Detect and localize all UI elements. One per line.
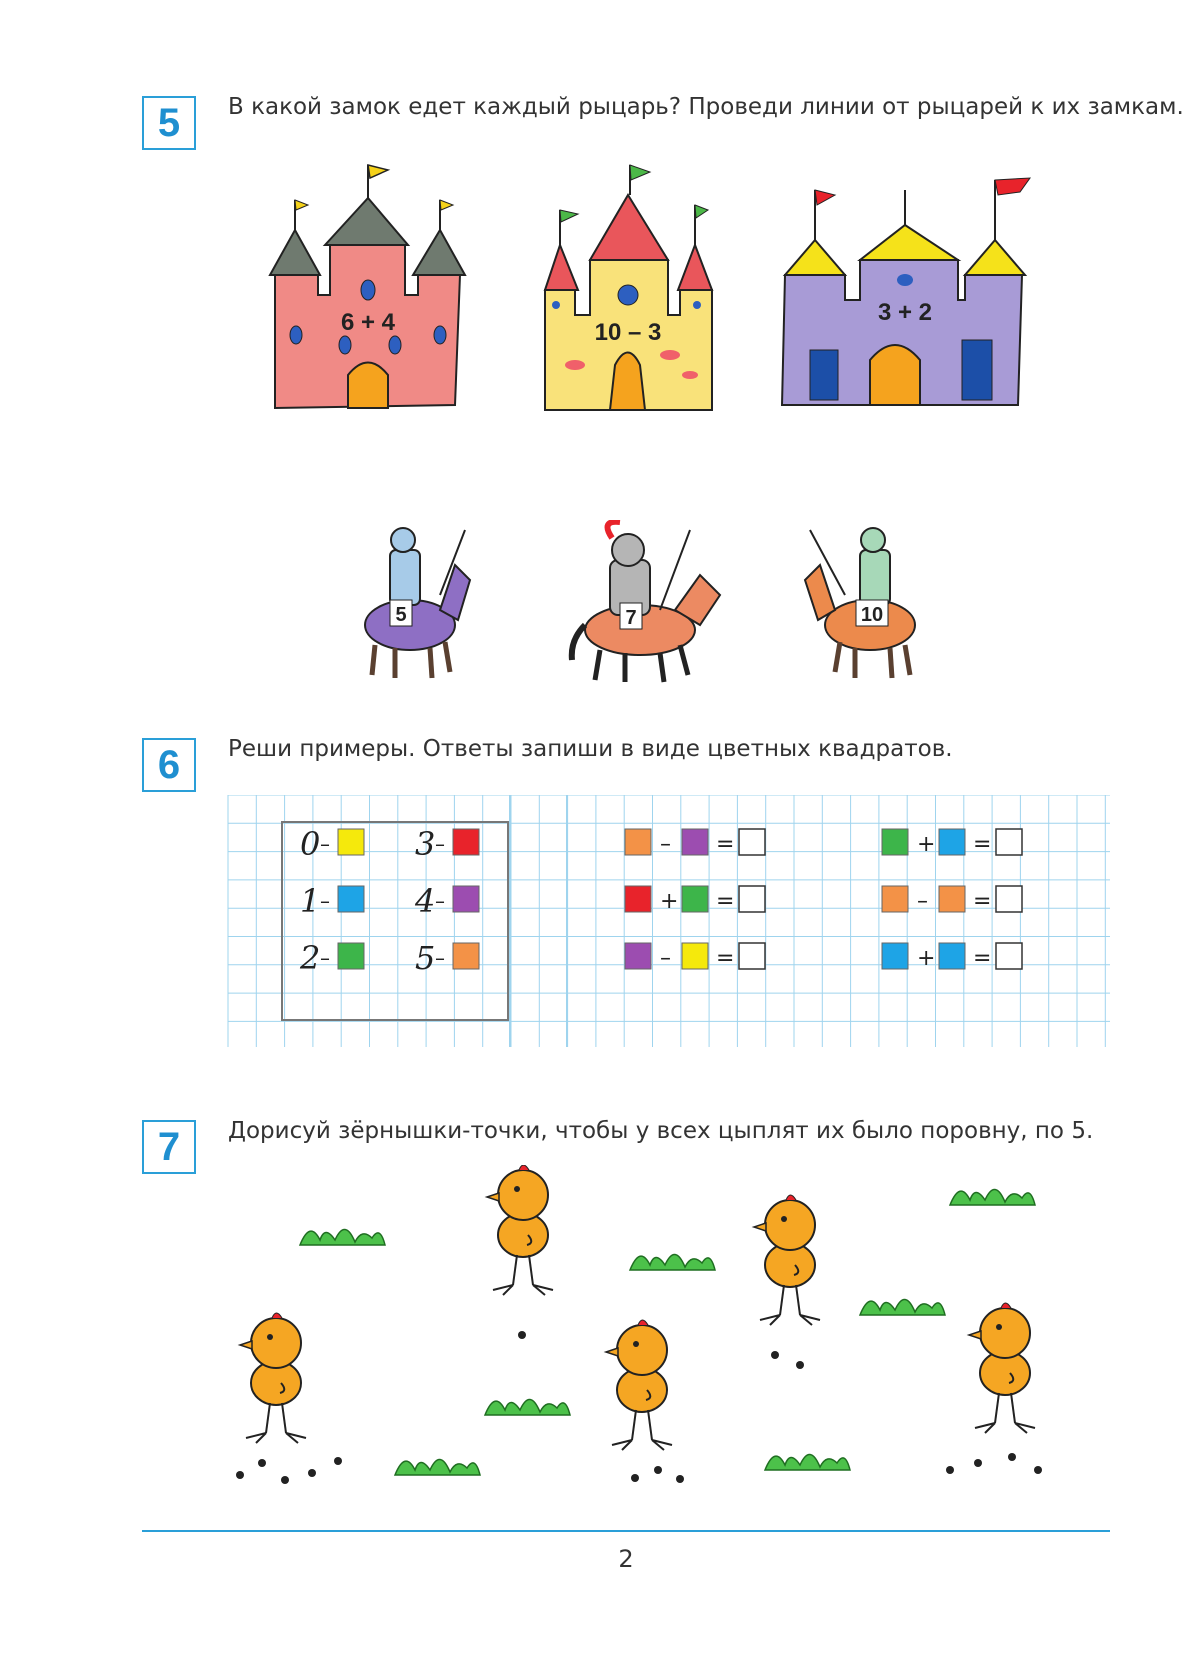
legend-dash: – — [435, 889, 445, 913]
legend-item — [299, 939, 364, 977]
operand-a-square — [882, 886, 908, 912]
legend-color-square — [338, 943, 364, 969]
grass-tuft — [765, 1454, 850, 1470]
castles-illustration — [0, 150, 1200, 450]
legend-digit: 4 — [415, 882, 436, 920]
operator: + — [660, 889, 679, 914]
equals-sign: = — [716, 889, 735, 914]
operator: + — [917, 832, 936, 857]
legend-dash: – — [435, 832, 445, 856]
answer-square[interactable] — [739, 886, 765, 912]
grass-tuft — [485, 1399, 570, 1415]
operand-a-square — [625, 886, 651, 912]
chick-2 — [754, 1195, 820, 1325]
chicks-illustration — [0, 1165, 1200, 1515]
task-5-instruction: В какой замок едет каждый рыцарь? Проведи линии от рыцарей к их замкам. — [228, 94, 1184, 120]
task-number-5: 5 — [142, 96, 196, 150]
example-row[interactable] — [625, 886, 765, 914]
operand-a-square — [625, 943, 651, 969]
legend-color-square — [453, 943, 479, 969]
operand-a-square — [625, 829, 651, 855]
legend-digit: 1 — [300, 882, 321, 920]
task-number-6: 6 — [142, 738, 196, 792]
legend-item — [414, 882, 479, 920]
chick-4 — [606, 1320, 672, 1450]
chick-1 — [487, 1165, 553, 1295]
grass-tuft — [395, 1459, 480, 1475]
equals-sign: = — [716, 946, 735, 971]
castle-purple[interactable] — [782, 178, 1030, 405]
legend-dash: – — [320, 832, 330, 856]
grass-tuft — [630, 1254, 715, 1270]
examples — [625, 829, 1022, 971]
operator: – — [660, 946, 671, 971]
legend-item — [415, 825, 479, 863]
task-number-7: 7 — [142, 1120, 196, 1174]
chick-5 — [969, 1303, 1035, 1433]
bottom-divider — [142, 1530, 1110, 1532]
answer-square[interactable] — [739, 829, 765, 855]
operand-b-square — [682, 829, 708, 855]
legend-dash: – — [435, 946, 445, 970]
legend-color-square — [453, 886, 479, 912]
knight-3[interactable] — [805, 528, 915, 678]
operand-b-square — [939, 886, 965, 912]
legend-color-square — [338, 829, 364, 855]
castle-pink[interactable] — [270, 165, 465, 408]
example-row[interactable] — [625, 829, 765, 857]
legend-digit: 2 — [300, 939, 321, 977]
color-legend — [299, 825, 479, 977]
operand-b-square — [939, 943, 965, 969]
knight-3-number: 10 — [860, 604, 884, 626]
operand-b-square — [939, 829, 965, 855]
task-6-instruction: Реши примеры. Ответы запиши в виде цветных квадратов. — [228, 736, 953, 762]
castle-pink-expr: 6 + 4 — [340, 309, 396, 336]
example-row[interactable] — [625, 943, 765, 971]
legend-digit: 0 — [300, 825, 321, 863]
answer-grid — [0, 795, 1200, 1055]
castle-yellow-expr: 10 – 3 — [594, 319, 662, 346]
answer-square[interactable] — [996, 943, 1022, 969]
knights-illustration — [0, 520, 1200, 690]
example-row[interactable] — [882, 886, 1022, 914]
operand-a-square — [882, 829, 908, 855]
legend-color-square — [453, 829, 479, 855]
grass-tuft — [950, 1189, 1035, 1205]
legend-item — [300, 825, 364, 863]
knight-1-number: 5 — [395, 604, 407, 626]
example-row[interactable] — [882, 829, 1022, 857]
equals-sign: = — [716, 832, 735, 857]
answer-square[interactable] — [739, 943, 765, 969]
operator: – — [917, 889, 928, 914]
equals-sign: = — [973, 832, 992, 857]
equals-sign: = — [973, 889, 992, 914]
legend-dash: – — [320, 889, 330, 913]
legend-digit: 5 — [415, 939, 436, 977]
legend-dash: – — [320, 946, 330, 970]
operator: – — [660, 832, 671, 857]
grass-tuft — [300, 1229, 385, 1245]
example-row[interactable] — [882, 943, 1022, 971]
answer-square[interactable] — [996, 886, 1022, 912]
chick-3 — [240, 1313, 306, 1443]
page-number: 2 — [618, 1545, 634, 1573]
task-7-instruction: Дорисуй зёрнышки-точки, чтобы у всех цыплят их было поровну, по 5. — [228, 1118, 1094, 1144]
legend-color-square — [338, 886, 364, 912]
operator: + — [917, 946, 936, 971]
castle-yellow[interactable] — [545, 165, 712, 410]
operand-b-square — [682, 886, 708, 912]
grass-tuft — [860, 1299, 945, 1315]
knight-2[interactable] — [572, 522, 720, 682]
knight-1[interactable] — [365, 528, 470, 678]
legend-item — [300, 882, 364, 920]
legend-item — [415, 939, 479, 977]
operand-a-square — [882, 943, 908, 969]
legend-digit: 3 — [415, 825, 436, 863]
operand-b-square — [682, 943, 708, 969]
knight-2-number: 7 — [625, 607, 637, 629]
answer-square[interactable] — [996, 829, 1022, 855]
castle-purple-expr: 3 + 2 — [877, 299, 933, 326]
equals-sign: = — [973, 946, 992, 971]
